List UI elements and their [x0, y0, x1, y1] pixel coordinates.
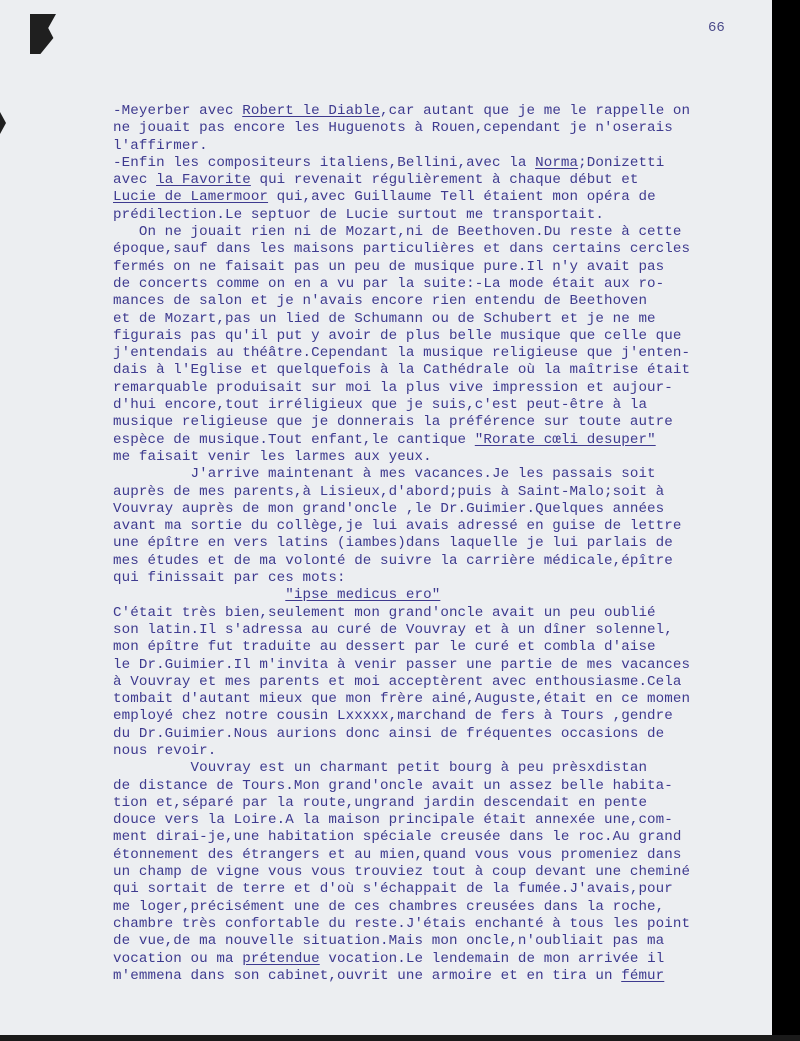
text-line: me loger,précisément une de ces chambres creusées dans la roche,	[113, 898, 665, 915]
text-line: remarquable produisait sur moi la plus vive impression et aujour-	[113, 379, 673, 396]
text-line: douce vers la Loire.A la maison principale était annexée une,com-	[113, 812, 673, 829]
text-line: Vouvray est un charmant petit bourg à peu prèsxdistan	[113, 760, 648, 777]
text-line: une épître en vers latins (iambes)dans laquelle je lui parlais de	[113, 535, 673, 552]
text-line: qui sortait de terre et d'où s'échappait de la fumée.J'avais,pour	[113, 881, 673, 898]
text-line: le Dr.Guimier.Il m'invita à venir passer une partie de mes vacances	[113, 656, 691, 673]
text-line: ne jouait pas encore les Huguenots à Rouen,cependant je n'oserais	[113, 120, 673, 137]
text-line: tombait d'autant mieux que mon frère ainé,Auguste,était en ce momen	[113, 691, 691, 708]
text-line: époque,sauf dans les maisons particulières et dans certains cercles	[113, 241, 691, 258]
text-line	[113, 587, 773, 604]
text-line: On ne jouait rien ni de Mozart,ni de Beethoven.Du reste à cette	[113, 224, 682, 241]
text-line: j'entendais au théâtre.Cependant la musique religieuse que j'enten-	[113, 345, 691, 362]
underlined-text: "Rorate cœli desuper"	[474, 431, 656, 448]
underlined-text: Norma	[535, 154, 579, 171]
text-line: avec la Favorite qui revenait régulièrement à chaque début et	[113, 172, 639, 189]
text-line: vocation ou ma prétendue vocation.Le lendemain de mon arrivée il	[113, 950, 665, 967]
torn-corner	[30, 14, 56, 54]
text-line: son latin.Il s'adressa au curé de Vouvray et à un dîner solennel,	[113, 621, 673, 638]
text-line: -Enfin les compositeurs italiens,Bellini,avec la Norma;Donizetti	[113, 154, 665, 171]
text-line: figurais pas qu'il put y avoir de plus belle musique que celle que	[113, 327, 682, 344]
text-line: dais à l'Eglise et quelquefois à la Cathédrale où la maîtrise était	[113, 362, 691, 379]
text-line: nous revoir.	[113, 742, 217, 759]
page-number: 66	[708, 20, 725, 36]
text-line: Vouvray auprès de mon grand'oncle ,le Dr.Guimier.Quelques années	[113, 500, 665, 517]
underlined-text: la Favorite	[156, 172, 251, 189]
text-line: mon épître fut traduite au dessert par le curé et combla d'aise	[113, 639, 656, 656]
text-line: avant ma sortie du collège,je lui avais adressé en guise de lettre	[113, 518, 682, 535]
underlined-text: "ipse medicus ero"	[285, 587, 441, 604]
text-line: un champ de vigne vous vous trouviez tout à coup devant une cheminé	[113, 864, 691, 881]
scan-border-bottom	[0, 1035, 800, 1041]
underlined-text: prétendue	[242, 950, 320, 967]
text-line: me faisait venir les larmes aux yeux.	[113, 448, 432, 465]
text-line: prédilection.Le septuor de Lucie surtout me transportait.	[113, 206, 604, 223]
text-line: espèce de musique.Tout enfant,le cantique "Rorate cœli desuper"	[113, 431, 656, 448]
text-line: de concerts comme on en a vu par la suite:-La mode était aux ro-	[113, 275, 665, 292]
text-line: de distance de Tours.Mon grand'oncle avait un assez belle habita-	[113, 777, 673, 794]
underlined-text: fémur	[621, 967, 665, 984]
text-line: m'emmena dans son cabinet,ouvrit une armoire et en tira un fémur	[113, 967, 665, 984]
text-line: du Dr.Guimier.Nous aurions donc ainsi de fréquentes occasions de	[113, 725, 665, 742]
text-line: mances de salon et je n'avais encore rien entendu de Beethoven	[113, 293, 648, 310]
text-line: musique religieuse que je donnerais la préférence sur toute autre	[113, 414, 673, 431]
text-line: ment dirai-je,une habitation spéciale creusée dans le roc.Au grand	[113, 829, 682, 846]
text-line: employé chez notre cousin Lxxxxx,marchand de fers à Tours ,gendre	[113, 708, 673, 725]
text-line: qui finissait par ces mots:	[113, 570, 346, 587]
text-line: et de Mozart,pas un lied de Schumann ou de Schubert et je ne me	[113, 310, 656, 327]
text-line: de vue,de ma nouvelle situation.Mais mon oncle,n'oubliait pas ma	[113, 933, 665, 950]
text-line: Lucie de Lamermoor qui,avec Guillaume Tell étaient mon opéra de	[113, 189, 656, 206]
text-line: à Vouvray et mes parents et moi acceptèrent avec enthousiasme.Cela	[113, 673, 682, 690]
text-line: chambre très confortable du reste.J'étais enchanté à tous les point	[113, 915, 691, 932]
text-line: étonnement des étrangers et au mien,quand vous vous promeniez dans	[113, 846, 682, 863]
text-line: J'arrive maintenant à mes vacances.Je les passais soit	[113, 466, 656, 483]
scan-border-right	[772, 0, 800, 1041]
text-line: C'était très bien,seulement mon grand'oncle avait un peu oublié	[113, 604, 656, 621]
text-line: mes études et de ma volonté de suivre la carrière médicale,épître	[113, 552, 673, 569]
text-line: auprès de mes parents,à Lisieux,d'abord;puis à Saint-Malo;soit à	[113, 483, 665, 500]
underlined-text: Robert le Diable	[242, 103, 381, 119]
text-line: tion et,séparé par la route,ungrand jardin descendait en pente	[113, 794, 648, 811]
text-line: l'affirmer.	[113, 137, 208, 154]
text-line: d'hui encore,tout irréligieux que je suis,c'est peut-être à la	[113, 397, 648, 414]
text-line: fermés on ne faisait pas un peu de musique pure.Il n'y avait pas	[113, 258, 665, 275]
page-notch	[0, 112, 6, 134]
text-line: -Meyerber avec Robert le Diable,car autant que je me le rappelle on	[113, 103, 691, 119]
typed-text-body	[113, 103, 773, 985]
underlined-text: Lucie de Lamermoor	[113, 189, 269, 206]
